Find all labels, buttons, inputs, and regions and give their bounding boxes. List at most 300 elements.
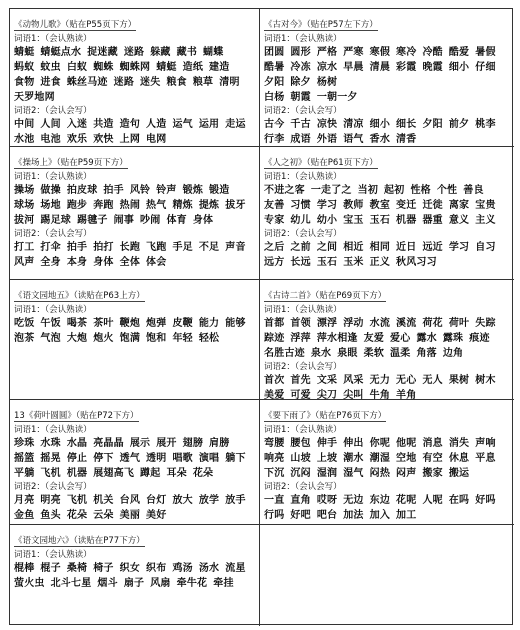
vocab-word: 本身 <box>66 257 88 268</box>
vocab-word: 粮草 <box>192 77 214 88</box>
vocab-word: 起初 <box>384 185 405 196</box>
vocab-word: 摇晃 <box>40 453 61 464</box>
vocab-word: 造句 <box>119 119 141 130</box>
word-list <box>264 240 510 270</box>
vocab-word: 桑椅 <box>66 563 88 574</box>
vocab-word: 机器 <box>66 468 88 479</box>
vocab-word: 花朵 <box>192 468 214 479</box>
vocab-word: 迷路 <box>113 77 135 88</box>
vocab-word: 热闹 <box>119 200 141 211</box>
vocab-word: 你呢 <box>369 438 391 449</box>
vocab-word: 空地 <box>396 453 417 464</box>
vocab-word: 一走了之 <box>310 185 352 196</box>
word-list <box>14 240 255 270</box>
word-group-label: 词语1：（会认熟读） <box>14 34 92 44</box>
vocab-word: 不进之客 <box>264 185 305 196</box>
lesson-cell <box>10 147 260 280</box>
vocab-word: 主义 <box>475 215 496 226</box>
vocab-word: 炮火 <box>93 333 114 344</box>
vocab-word: 流星 <box>225 563 246 574</box>
vocab-word: 除夕 <box>290 77 311 88</box>
vocab-word: 露珠 <box>442 333 464 344</box>
vocab-word: 酷爱 <box>448 47 470 58</box>
lesson-cell <box>10 280 260 400</box>
vocab-word: 柔软 <box>363 348 385 359</box>
vocab-word: 远方 <box>264 257 285 268</box>
vocab-word: 天罗地网 <box>14 92 55 103</box>
vocab-word: 水珠 <box>40 438 61 449</box>
vocab-word: 相同 <box>369 242 391 253</box>
vocab-word: 哎呀 <box>316 495 338 506</box>
vocab-word: 蜻蜓 <box>14 47 35 58</box>
vocab-word: 机关 <box>93 495 114 506</box>
vocab-word: 操场 <box>14 185 35 196</box>
vocab-word: 首领 <box>290 318 311 329</box>
vocab-word: 食物 <box>14 77 35 88</box>
vocab-word: 夕阳 <box>422 119 443 130</box>
vocab-word: 冷冻 <box>290 62 311 73</box>
vocab-word: 杨树 <box>316 77 338 88</box>
vocab-word: 边角 <box>442 348 464 359</box>
vocab-word: 上坡 <box>316 453 338 464</box>
vocab-word: 蚊虫 <box>40 62 61 73</box>
vocab-word: 身体 <box>192 215 214 226</box>
vocab-word: 当初 <box>357 185 379 196</box>
word-list <box>264 90 510 105</box>
vocab-word: 演唱 <box>198 453 220 464</box>
vocab-word: 山坡 <box>290 453 311 464</box>
vocab-word: 可爱 <box>290 390 311 400</box>
vocab-word: 直角 <box>290 495 311 506</box>
vocab-word: 圆形 <box>290 47 311 58</box>
vocab-word: 人造 <box>146 119 167 130</box>
word-list <box>14 316 255 346</box>
vocab-word: 玉石 <box>316 257 338 268</box>
vocab-word: 幼儿 <box>290 215 311 226</box>
vocab-word: 习惯 <box>290 200 311 211</box>
vocab-word: 夕阳 <box>264 77 285 88</box>
vocab-word: 不足 <box>198 242 220 253</box>
vocab-word: 细小 <box>369 119 391 130</box>
vocab-word: 电池 <box>40 134 61 145</box>
vocab-word: 扇子 <box>123 578 145 589</box>
vocab-word: 美好 <box>146 510 167 521</box>
vocab-word: 泉水 <box>310 348 332 359</box>
vocab-word: 打伞 <box>40 242 61 253</box>
vocab-word: 水池 <box>14 134 35 145</box>
lesson-title: 《语文园地五》（读贴在P63上方） <box>14 291 145 301</box>
vocab-word: 尖刀 <box>316 390 338 400</box>
vocab-word: 外语 <box>316 134 338 145</box>
vocab-word: 羊角 <box>396 390 417 400</box>
word-group-label: 词语1：（会认熟读） <box>264 172 342 182</box>
word-list <box>264 373 510 400</box>
vocab-word: 学习 <box>448 242 470 253</box>
vocab-word: 台灯 <box>146 495 167 506</box>
vocab-word: 耳朵 <box>166 468 187 479</box>
vocab-word: 好吧 <box>290 510 311 521</box>
vocab-word: 体会 <box>146 257 167 268</box>
vocab-word: 午饭 <box>40 318 61 329</box>
lesson-title: 《要下雨了》（贴在P76页下方） <box>264 411 387 421</box>
vocab-word: 细小 <box>448 62 470 73</box>
vocab-word: 他呢 <box>396 438 417 449</box>
vocab-word: 千古 <box>290 119 311 130</box>
vocab-word: 香水 <box>369 134 391 145</box>
vocab-word: 走运 <box>225 119 246 130</box>
word-list <box>14 117 255 147</box>
vocab-word: 相近 <box>343 242 364 253</box>
vocab-word: 蜘蛛网 <box>119 62 151 73</box>
vocab-word: 桃李 <box>475 119 496 130</box>
vocab-word: 水流 <box>369 318 391 329</box>
vocab-word: 寒假 <box>369 47 391 58</box>
vocab-word: 机器 <box>396 215 417 226</box>
vocab-word: 凉水 <box>316 62 338 73</box>
vocab-word: 飞机 <box>40 468 61 479</box>
vocab-word: 响亮 <box>264 453 285 464</box>
vocab-word: 冷酷 <box>422 47 443 58</box>
vocab-word: 严格 <box>316 47 338 58</box>
vocab-word: 消息 <box>422 438 443 449</box>
vocab-word: 放手 <box>225 495 246 506</box>
vocab-word: 浮萍 <box>290 333 311 344</box>
lesson-cell <box>260 147 514 280</box>
vocab-word: 云朵 <box>93 510 114 521</box>
vocab-word: 蜘蛛 <box>93 62 114 73</box>
vocab-word: 行李 <box>264 134 285 145</box>
word-list <box>264 45 510 90</box>
word-group-label: 词语2：（会认会写） <box>14 229 92 239</box>
vocab-word: 幼小 <box>316 215 338 226</box>
vocab-word: 清明 <box>219 77 240 88</box>
vocab-word: 远近 <box>422 242 443 253</box>
vocab-word: 捉迷藏 <box>87 47 118 58</box>
vocab-word: 树木 <box>475 375 496 386</box>
vocab-word: 个性 <box>436 185 458 196</box>
vocab-word: 打工 <box>14 242 35 253</box>
vocab-word: 人间 <box>40 119 61 130</box>
vocab-word: 饱和 <box>146 333 167 344</box>
vocab-word: 透气 <box>119 453 141 464</box>
vocab-word: 加工 <box>396 510 417 521</box>
vocab-word: 早晨 <box>343 62 364 73</box>
lesson-cell <box>10 525 260 626</box>
vocab-word: 牵挂 <box>213 578 234 589</box>
vocab-word: 友善 <box>264 200 285 211</box>
empty-cell <box>260 525 514 626</box>
vocab-word: 首都 <box>264 318 285 329</box>
vocab-word: 明亮 <box>40 495 61 506</box>
vocab-word: 语气 <box>343 134 364 145</box>
vocab-word: 亮晶晶 <box>93 438 124 449</box>
vocab-word: 奔跑 <box>93 200 114 211</box>
vocab-word: 运用 <box>198 119 220 130</box>
vocab-word: 美爱 <box>264 390 285 400</box>
vocab-word: 果树 <box>448 375 470 386</box>
vocab-word: 迷失 <box>140 77 161 88</box>
vocab-word: 失踪 <box>475 318 496 329</box>
vocab-word: 湿气 <box>343 468 364 479</box>
vocab-word: 花呢 <box>396 495 417 506</box>
vocab-word: 漂浮 <box>316 318 338 329</box>
word-list-table <box>9 8 513 625</box>
vocab-word: 弯腰 <box>264 438 285 449</box>
vocab-word: 踢足球 <box>40 215 72 226</box>
vocab-word: 身体 <box>93 257 114 268</box>
vocab-word: 共造 <box>93 119 114 130</box>
vocab-word: 成语 <box>290 134 311 145</box>
vocab-word: 无人 <box>422 375 443 386</box>
vocab-word: 教师 <box>343 200 364 211</box>
word-list <box>14 183 255 228</box>
vocab-word: 之前 <box>290 242 311 253</box>
vocab-word: 饱满 <box>119 333 141 344</box>
vocab-word: 长跑 <box>119 242 141 253</box>
vocab-word: 迁徙 <box>422 200 443 211</box>
vocab-word: 风采 <box>343 375 364 386</box>
vocab-word: 风铃 <box>129 185 151 196</box>
word-group-label: 词语1：（会认熟读） <box>264 305 342 315</box>
vocab-word: 喝茶 <box>66 318 88 329</box>
word-list <box>264 436 510 481</box>
vocab-word: 之间 <box>316 242 338 253</box>
vocab-word: 教室 <box>369 200 391 211</box>
vocab-word: 平躺 <box>14 468 35 479</box>
word-group-label: 词语1：（会认熟读） <box>14 425 92 435</box>
vocab-word: 粮食 <box>166 77 187 88</box>
vocab-word: 善良 <box>463 185 484 196</box>
vocab-word: 茶叶 <box>93 318 114 329</box>
vocab-word: 一朝一夕 <box>316 92 358 103</box>
vocab-word: 鞭炮 <box>119 318 141 329</box>
vocab-word: 泉眼 <box>337 348 358 359</box>
vocab-word: 玉石 <box>369 215 391 226</box>
vocab-word: 声响 <box>475 438 496 449</box>
vocab-word: 平息 <box>475 453 496 464</box>
vocab-word: 友爱 <box>363 333 385 344</box>
word-list <box>264 493 510 523</box>
vocab-word: 场地 <box>40 200 61 211</box>
vocab-word: 首次 <box>264 375 285 386</box>
vocab-word: 搬家 <box>422 468 443 479</box>
vocab-word: 无边 <box>343 495 364 506</box>
vocab-word: 声音 <box>225 242 246 253</box>
vocab-word: 凉快 <box>316 119 338 130</box>
vocab-word: 细长 <box>396 119 417 130</box>
vocab-word: 踢毽子 <box>77 215 108 226</box>
vocab-word: 离家 <box>448 200 470 211</box>
vocab-word: 拔河 <box>14 215 35 226</box>
word-group-label: 词语2：（会认会写） <box>14 482 92 492</box>
word-group-label: 词语1：（会认熟读） <box>14 305 92 315</box>
vocab-word: 皮鞭 <box>172 318 193 329</box>
vocab-word: 自习 <box>475 242 496 253</box>
vocab-word: 拍手 <box>103 185 124 196</box>
vocab-word: 蜻蜓 <box>156 62 177 73</box>
vocab-word: 金鱼 <box>14 510 35 521</box>
vocab-word: 搬运 <box>448 468 470 479</box>
vocab-word: 飞跑 <box>146 242 167 253</box>
vocab-word: 伸出 <box>343 438 364 449</box>
word-group-label: 词语2：（会认会写） <box>264 229 342 239</box>
vocab-word: 棍棒 <box>14 563 35 574</box>
vocab-word: 织布 <box>146 563 167 574</box>
vocab-word: 首先 <box>290 375 311 386</box>
vocab-word: 荷叶 <box>448 318 470 329</box>
vocab-word: 名胜古迹 <box>264 348 305 359</box>
vocab-word: 提炼 <box>198 200 220 211</box>
vocab-word: 长远 <box>290 257 311 268</box>
vocab-word: 休息 <box>448 453 470 464</box>
lesson-cell <box>260 9 514 147</box>
vocab-word: 停止 <box>66 453 88 464</box>
vocab-word: 手足 <box>172 242 193 253</box>
lesson-cell <box>10 9 260 147</box>
vocab-word: 沉闷 <box>290 468 311 479</box>
vocab-word: 伸手 <box>316 438 338 449</box>
vocab-word: 躲藏 <box>150 47 171 58</box>
vocab-word: 铃声 <box>156 185 177 196</box>
vocab-word: 中间 <box>14 119 35 130</box>
vocab-word: 躺下 <box>225 453 246 464</box>
vocab-word: 清晨 <box>369 62 391 73</box>
vocab-word: 彩霞 <box>396 62 417 73</box>
vocab-word: 全体 <box>119 257 141 268</box>
vocab-word: 建造 <box>209 62 230 73</box>
vocab-word: 潮水 <box>343 453 364 464</box>
lesson-title: 13《荷叶圆圆》（贴在P72下方） <box>14 411 139 421</box>
vocab-word: 上网 <box>119 134 141 145</box>
vocab-word: 入迷 <box>66 119 88 130</box>
vocab-word: 摇篮 <box>14 453 35 464</box>
word-list <box>14 436 255 481</box>
word-group-label: 词语2：（会认会写） <box>264 106 342 116</box>
vocab-word: 下沉 <box>264 468 285 479</box>
vocab-word: 浮动 <box>343 318 364 329</box>
vocab-word: 性格 <box>410 185 431 196</box>
vocab-word: 晚霞 <box>422 62 443 73</box>
vocab-word: 鱼头 <box>40 510 61 521</box>
lesson-cell <box>10 400 260 525</box>
vocab-word: 飞机 <box>66 495 88 506</box>
word-group-label: 词语1：（会认熟读） <box>264 425 342 435</box>
vocab-word: 在吗 <box>448 495 470 506</box>
vocab-word: 宝玉 <box>343 215 364 226</box>
vocab-word: 北斗七星 <box>50 578 92 589</box>
word-list <box>264 316 510 361</box>
vocab-word: 学习 <box>316 200 338 211</box>
vocab-word: 湿润 <box>316 468 338 479</box>
vocab-word: 牵牛花 <box>176 578 208 589</box>
lesson-title: 《动物儿歌》（贴在P55页下方） <box>14 20 137 30</box>
vocab-word: 展示 <box>129 438 151 449</box>
vocab-word: 造纸 <box>182 62 204 73</box>
vocab-word: 文采 <box>316 375 338 386</box>
vocab-word: 停下 <box>93 453 114 464</box>
vocab-word: 花朵 <box>66 510 88 521</box>
vocab-word: 玉米 <box>343 257 364 268</box>
vocab-word: 能够 <box>225 318 246 329</box>
word-group-label: 词语2：（会认会写） <box>14 106 92 116</box>
vocab-word: 角落 <box>416 348 437 359</box>
lesson-title: 《语文园地六》（读贴在P77下方） <box>14 536 145 546</box>
vocab-word: 前夕 <box>448 119 470 130</box>
vocab-word: 人呢 <box>422 495 443 506</box>
word-group-label: 词语1：（会认熟读） <box>14 172 92 182</box>
vocab-word: 唱歌 <box>172 453 193 464</box>
vocab-word: 闷声 <box>396 468 417 479</box>
vocab-word: 锻炼 <box>182 185 204 196</box>
vocab-word: 展开 <box>156 438 177 449</box>
vocab-word: 有空 <box>422 453 443 464</box>
vocab-word: 蝴蝶 <box>203 47 224 58</box>
vocab-word: 精炼 <box>172 200 193 211</box>
vocab-word: 近日 <box>396 242 417 253</box>
word-list <box>14 493 255 523</box>
vocab-word: 闷热 <box>369 468 391 479</box>
vocab-word: 清凉 <box>343 119 364 130</box>
word-list <box>264 183 510 228</box>
vocab-word: 炮弹 <box>146 318 167 329</box>
vocab-word: 闹事 <box>113 215 135 226</box>
vocab-word: 风声 <box>14 257 35 268</box>
vocab-word: 酷暑 <box>264 62 285 73</box>
vocab-word: 牛角 <box>369 390 391 400</box>
word-group-label: 词语2：（会认会写） <box>264 482 342 492</box>
vocab-word: 蛛丝马迹 <box>66 77 108 88</box>
vocab-word: 透明 <box>146 453 167 464</box>
vocab-word: 球场 <box>14 200 35 211</box>
vocab-word: 大炮 <box>66 333 88 344</box>
vocab-word: 美丽 <box>119 510 141 521</box>
vocab-word: 蹲起 <box>140 468 161 479</box>
vocab-word: 白杨 <box>264 92 285 103</box>
vocab-word: 消失 <box>448 438 470 449</box>
vocab-word: 加入 <box>369 510 391 521</box>
vocab-word: 年轻 <box>172 333 193 344</box>
vocab-word: 团圆 <box>264 47 285 58</box>
vocab-word: 台风 <box>119 495 141 506</box>
vocab-word: 进食 <box>40 77 61 88</box>
vocab-word: 之后 <box>264 242 285 253</box>
vocab-word: 寒冷 <box>396 47 417 58</box>
vocab-word: 轻松 <box>198 333 220 344</box>
vocab-word: 宝贵 <box>475 200 496 211</box>
vocab-word: 露水 <box>416 333 437 344</box>
vocab-word: 无心 <box>396 375 417 386</box>
word-group-label: 词语1：（会认熟读） <box>14 550 92 560</box>
word-list <box>14 45 255 105</box>
vocab-word: 清香 <box>396 134 417 145</box>
vocab-word: 意义 <box>448 215 470 226</box>
vocab-word: 锻造 <box>209 185 230 196</box>
vocab-word: 欢快 <box>93 134 114 145</box>
vocab-word: 鸡汤 <box>172 563 193 574</box>
vocab-word: 萍水相逢 <box>316 333 358 344</box>
vocab-word: 水晶 <box>66 438 88 449</box>
vocab-word: 热气 <box>146 200 167 211</box>
vocab-word: 运气 <box>172 119 193 130</box>
lesson-title: 《古诗二首》（贴在P69页下方） <box>264 291 387 301</box>
vocab-word: 椅子 <box>93 563 114 574</box>
vocab-word: 潮湿 <box>369 453 391 464</box>
vocab-word: 拍手 <box>66 242 88 253</box>
vocab-word: 器重 <box>422 215 443 226</box>
vocab-word: 好吗 <box>475 495 496 506</box>
lesson-cell <box>260 280 514 400</box>
vocab-word: 变迁 <box>396 200 417 211</box>
